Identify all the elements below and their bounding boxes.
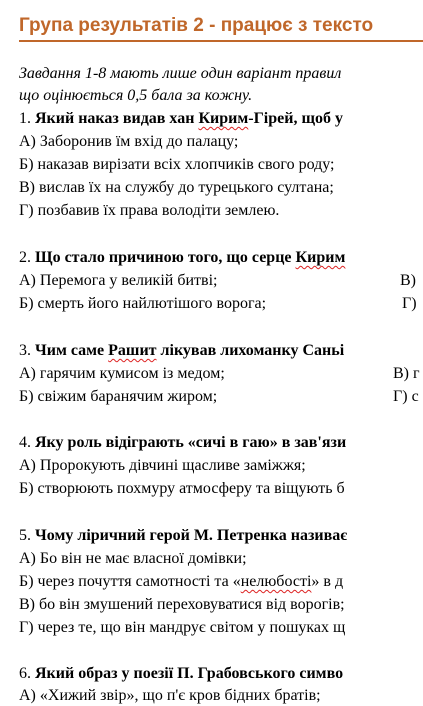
title-underline <box>19 40 423 42</box>
section-title: Група результатів 2 - працює з тексто <box>19 15 374 36</box>
question-6 <box>19 664 343 684</box>
q5-option-b <box>19 572 343 592</box>
q4-option-b: Б) створюють похмуру атмосферу та віщують б <box>19 480 345 497</box>
q3-option-c: В) г <box>393 365 420 382</box>
question-number: 4. <box>19 434 31 451</box>
spellcheck-word: Кирим <box>295 249 346 266</box>
q2-option-d: Г) <box>402 295 417 312</box>
question-text: Яку роль відіграють «сичі в гаю» в зав'язи <box>35 434 347 451</box>
q3-option-b: Б) свіжим баранячим жиром; <box>19 388 218 405</box>
q6-option-a: А) «Хижий звір», що п'є кров бідних братів; <box>19 687 321 704</box>
question-number: 1. <box>19 110 31 127</box>
question-number: 3. <box>19 342 31 359</box>
q1-option-c: В) вислав їх на службу до турецького султана; <box>19 179 334 196</box>
spellcheck-word: нелюбості <box>240 573 312 590</box>
q1-option-d: Г) позбавив їх права володіти землею. <box>19 202 280 219</box>
question-text: Чому ліричний герой М. Петренка називає <box>35 527 348 544</box>
option-text: Б) через почуття самотності та « <box>19 573 241 590</box>
q5-option-d: Г) через те, що він мандрує світом у пошуках щ <box>19 619 346 636</box>
option-text-cont: » в д <box>311 573 344 590</box>
intro-line-1: Завдання 1-8 мають лише один варіант правил <box>19 65 342 82</box>
question-number: 6. <box>19 665 31 682</box>
question-text: Який наказ видав хан <box>35 110 199 127</box>
question-1 <box>19 109 343 129</box>
q3-option-a: А) гарячим кумисом із медом; <box>19 365 225 382</box>
q2-option-a: А) Перемога у великій битві; <box>19 272 218 289</box>
q1-option-a: А) Заборонив їм вхід до палацу; <box>19 133 239 150</box>
question-text: Що стало причиною того, що серце <box>35 249 296 266</box>
question-text-cont: лікував лихоманку Саньі <box>156 342 345 359</box>
q2-option-c: В) <box>400 272 416 289</box>
q4-option-a: А) Пророкують дівчині щасливе заміжжя; <box>19 457 306 474</box>
question-3 <box>19 341 344 361</box>
question-text: Який образ у поезії П. Грабовського симво <box>35 665 344 682</box>
question-text-cont: -Гірей, щоб у <box>248 110 343 127</box>
question-number: 2. <box>19 249 31 266</box>
q2-option-b: Б) смерть його найлютішого ворога; <box>19 295 267 312</box>
spellcheck-word: Рашит <box>108 342 157 359</box>
question-5 <box>19 526 347 546</box>
q3-option-d: Г) с <box>393 388 419 405</box>
q5-option-a: А) Бо він не має власної домівки; <box>19 550 247 567</box>
question-text: Чим саме <box>35 342 109 359</box>
spellcheck-word: Кирим <box>198 110 249 127</box>
question-2 <box>19 248 345 268</box>
question-4 <box>19 433 346 453</box>
question-number: 5. <box>19 527 31 544</box>
q5-option-c: В) бо він змушений переховуватися від ворогів; <box>19 596 345 613</box>
intro-line-2: що оцінюється 0,5 бала за кожну. <box>19 87 253 104</box>
q1-option-b: Б) наказав вирізати всіх хлопчиків свого роду; <box>19 156 335 173</box>
